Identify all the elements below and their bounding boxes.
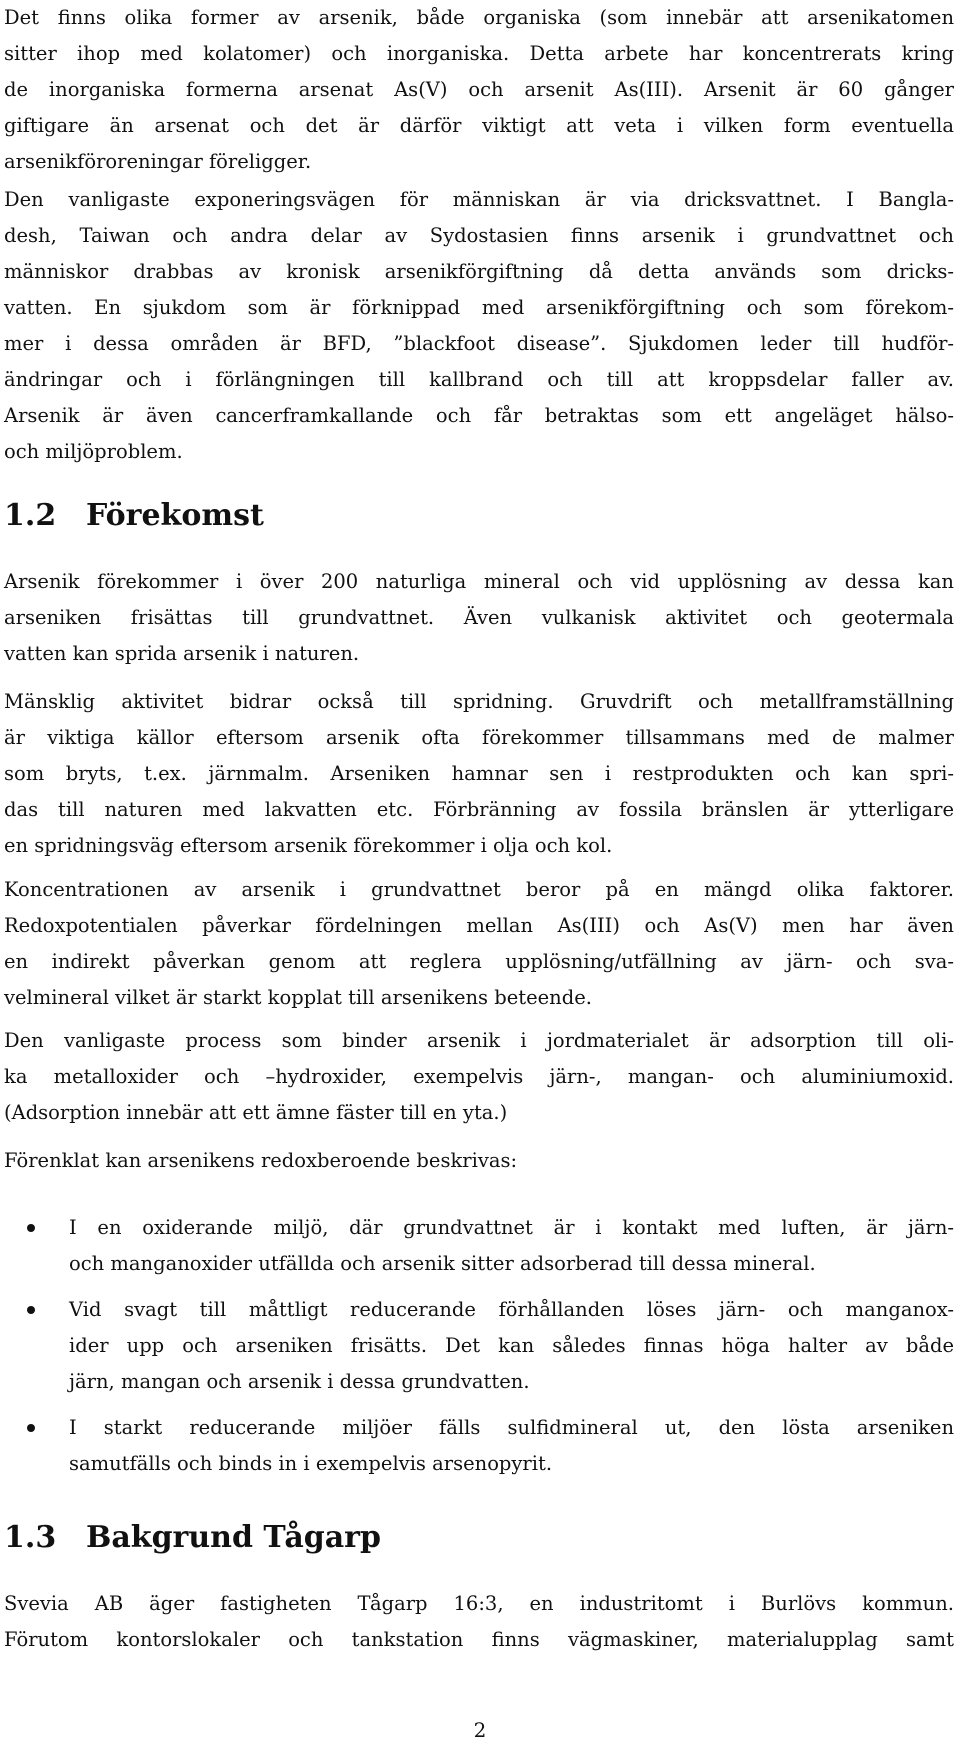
text-line: Förenklat kan arsenikens redoxberoende beskrivas: <box>4 1149 518 1172</box>
list-item <box>0 1210 960 1282</box>
page-number: 2 <box>473 1718 487 1742</box>
text-line: Arsenik förekommer i över 200 naturliga mineral och vid upplösning av dessa kan <box>4 570 954 593</box>
text-line: Mänsklig aktivitet bidrar också till spridning. Gruvdrift och metallframställning <box>4 690 954 713</box>
paragraph-adsorption <box>4 1023 954 1131</box>
bullet-icon <box>27 1424 35 1432</box>
paragraph-arsenic-forms <box>4 0 954 180</box>
text-line: Koncentrationen av arsenik i grundvattnet beror på en mängd olika faktorer. <box>4 878 954 901</box>
text-line: Den vanligaste exponeringsvägen för människan är via dricksvattnet. I Bangla- <box>4 188 954 211</box>
text-line: ändringar och i förlängningen till kallbrand och till att kroppsdelar faller av. <box>4 368 954 391</box>
text-line: ka metalloxider och –hydroxider, exempelvis järn-, mangan- och aluminiumoxid. <box>4 1065 954 1088</box>
paragraph-occurrence <box>4 564 954 672</box>
section-heading-forekomst <box>4 496 264 536</box>
text-line: arseniken frisättas till grundvattnet. Även vulkanisk aktivitet och geotermala <box>4 606 954 629</box>
text-line: en spridningsväg eftersom arsenik förekommer i olja och kol. <box>4 834 613 857</box>
section-number: 1.2 <box>4 498 57 533</box>
text-line: das till naturen med lakvatten etc. Förbränning av fossila bränslen är ytterligare <box>4 798 954 821</box>
text-line: (Adsorption innebär att ett ämne fäster till en yta.) <box>4 1101 508 1124</box>
text-line: Redoxpotentialen påverkar fördelningen mellan As(III) och As(V) men har även <box>4 914 954 937</box>
text-line: ider upp och arseniken frisätts. Det kan således finnas höga halter av både <box>69 1334 954 1357</box>
text-line: arsenikföroreningar föreligger. <box>4 150 312 173</box>
section-heading-bakgrund-tagarp <box>4 1518 381 1558</box>
paragraph-human-activity <box>4 684 954 864</box>
redox-bullet-list <box>0 1210 960 1482</box>
text-line: mer i dessa områden är BFD, ”blackfoot disease”. Sjukdomen leder till hudför- <box>4 332 954 355</box>
text-line: de inorganiska formerna arsenat As(V) och arsenit As(III). Arsenit är 60 gånger <box>4 78 954 101</box>
bullet-icon <box>27 1306 35 1314</box>
text-line: sitter ihop med kolatomer) och inorganiska. Detta arbete har koncentrerats kring <box>4 42 954 65</box>
text-line: vatten. En sjukdom som är förknippad med arsenikförgiftning och som förekom- <box>4 296 954 319</box>
section-title: Bakgrund Tågarp <box>86 1520 381 1555</box>
text-line: samutfälls och binds in i exempelvis arsenopyrit. <box>69 1452 553 1475</box>
text-line: och miljöproblem. <box>4 440 183 463</box>
text-line: velmineral vilket är starkt kopplat till arsenikens beteende. <box>4 986 592 1009</box>
section-title: Förekomst <box>86 498 264 533</box>
paragraph-redox-intro <box>4 1143 954 1179</box>
text-line: Arsenik är även cancerframkallande och får betraktas som ett angeläget hälso- <box>4 404 954 427</box>
text-line: giftigare än arsenat och det är därför viktigt att veta i vilken form eventuella <box>4 114 954 137</box>
bullet-icon <box>27 1224 35 1232</box>
text-line: en indirekt påverkan genom att reglera upplösning/utfällning av järn- och sva- <box>4 950 954 973</box>
section-number: 1.3 <box>4 1520 57 1555</box>
paragraph-exposure <box>4 182 954 470</box>
text-line: och manganoxider utfällda och arsenik sitter adsorberad till dessa mineral. <box>69 1252 816 1275</box>
list-item <box>0 1410 960 1482</box>
list-item <box>0 1292 960 1400</box>
text-line: Svevia AB äger fastigheten Tågarp 16:3, en industritomt i Burlövs kommun. <box>4 1592 954 1615</box>
text-line: som bryts, t.ex. järnmalm. Arseniken hamnar sen i restprodukten och kan spri- <box>4 762 954 785</box>
text-line: vatten kan sprida arsenik i naturen. <box>4 642 360 665</box>
text-line: Vid svagt till måttligt reducerande förhållanden löses järn- och manganox- <box>69 1298 954 1321</box>
text-line: människor drabbas av kronisk arsenikförgiftning då detta används som dricks- <box>4 260 954 283</box>
text-line: Den vanligaste process som binder arsenik i jordmaterialet är adsorption till oli- <box>4 1029 954 1052</box>
text-line: Det finns olika former av arsenik, både organiska (som innebär att arsenikatomen <box>4 6 954 29</box>
text-line: Förutom kontorslokaler och tankstation finns vägmaskiner, materialupplag samt <box>4 1628 954 1651</box>
paragraph-svevia <box>4 1586 954 1658</box>
text-line: I en oxiderande miljö, där grundvattnet är i kontakt med luften, är järn- <box>69 1216 954 1239</box>
paragraph-concentration <box>4 872 954 1016</box>
text-line: järn, mangan och arsenik i dessa grundvatten. <box>69 1370 530 1393</box>
text-line: desh, Taiwan och andra delar av Sydostasien finns arsenik i grundvattnet och <box>4 224 954 247</box>
text-line: I starkt reducerande miljöer fälls sulfidmineral ut, den lösta arseniken <box>69 1416 954 1439</box>
text-line: är viktiga källor eftersom arsenik ofta förekommer tillsammans med de malmer <box>4 726 954 749</box>
